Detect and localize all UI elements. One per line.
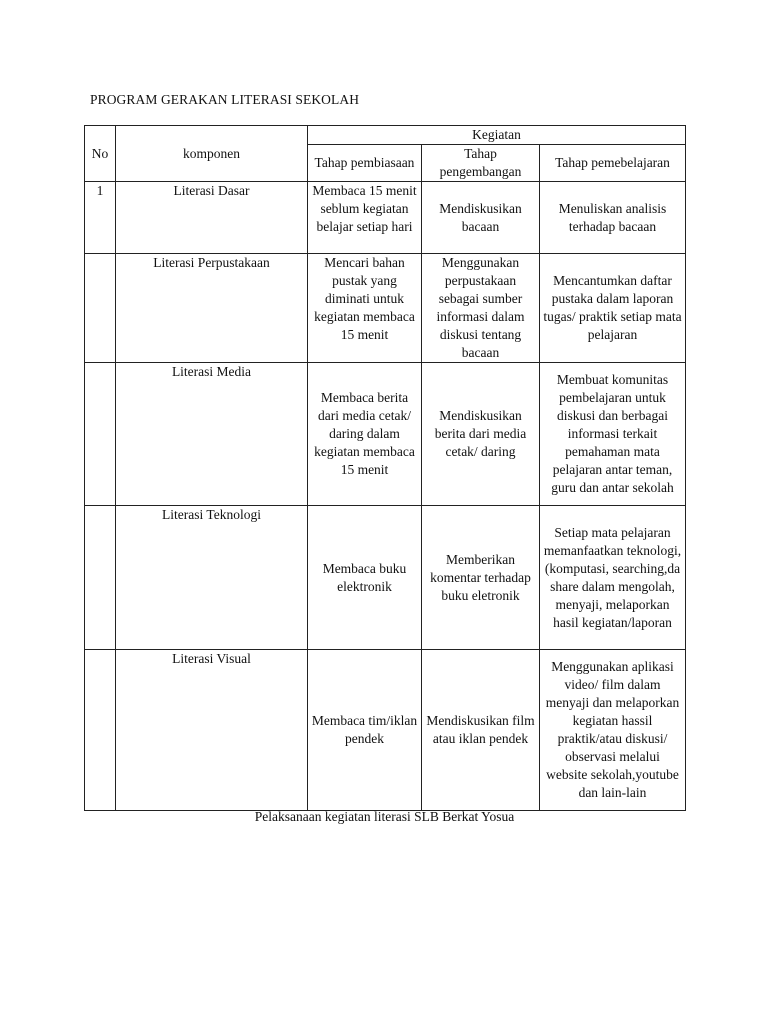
header-tahap-pengembangan: Tahap pengembangan <box>422 145 540 182</box>
pembiasaan-cell: Membaca berita dari media cetak/ daring dalam kegiatan membaca 15 menit <box>308 363 422 506</box>
table-row <box>85 650 686 811</box>
row-number <box>85 254 116 363</box>
pembiasaan-cell: Membaca tim/iklan pendek <box>308 650 422 811</box>
pembelajaran-cell: Menggunakan aplikasi video/ film dalam menyaji dan melaporkan kegiatan hassil praktik/atau diskusi/ observasi melalui website sekolah,youtube dan lain-lain <box>540 650 686 811</box>
pembelajaran-cell: Menuliskan analisis terhadap bacaan <box>540 182 686 254</box>
header-tahap-pembelajaran: Tahap pemebelajaran <box>540 145 686 182</box>
row-number <box>85 506 116 650</box>
table-caption: Pelaksanaan kegiatan literasi SLB Berkat Yosua <box>254 809 515 824</box>
table-row <box>85 506 686 650</box>
pembiasaan-cell: Mencari bahan pustak yang diminati untuk kegiatan membaca 15 menit <box>308 254 422 363</box>
pengembangan-cell: Memberikan komentar terhadap buku eletronik <box>422 506 540 650</box>
table-row <box>85 182 686 254</box>
pembiasaan-cell: Membaca buku elektronik <box>308 506 422 650</box>
header-no: No <box>85 126 116 182</box>
table-row <box>85 363 686 506</box>
pembelajaran-cell: Mencantumkan daftar pustaka dalam laporan tugas/ praktik setiap mata pelajaran <box>540 254 686 363</box>
pembelajaran-cell: Setiap mata pelajaran memanfaatkan teknologi,(komputasi, searching,da share dalam mengolah, menyaji, melaporkan hasil kegiatan/laporan <box>540 506 686 650</box>
row-number <box>85 363 116 506</box>
pembiasaan-cell: Membaca 15 menit seblum kegiatan belajar setiap hari <box>308 182 422 254</box>
pengembangan-cell: Menggunakan perpustakaan sebagai sumber informasi dalam diskusi tentang bacaan <box>422 254 540 363</box>
row-number: 1 <box>85 182 116 254</box>
pengembangan-cell: Mendiskusikan bacaan <box>422 182 540 254</box>
header-tahap-pembiasaan: Tahap pembiasaan <box>308 145 422 182</box>
table-row <box>85 254 686 363</box>
komponen-cell: Literasi Visual <box>116 650 308 811</box>
komponen-cell: Literasi Dasar <box>116 182 308 254</box>
komponen-cell: Literasi Perpustakaan <box>116 254 308 363</box>
header-kegiatan: Kegiatan <box>308 126 686 145</box>
page-title: PROGRAM GERAKAN LITERASI SEKOLAH <box>90 92 360 107</box>
row-number <box>85 650 116 811</box>
header-komponen: komponen <box>116 126 308 182</box>
komponen-cell: Literasi Media <box>116 363 308 506</box>
literasi-program-table <box>84 125 686 811</box>
pembelajaran-cell: Membuat komunitas pembelajaran untuk diskusi dan berbagai informasi terkait pemahaman mata pelajaran antar teman, guru dan antar sekolah <box>540 363 686 506</box>
pengembangan-cell: Mendiskusikan berita dari media cetak/ daring <box>422 363 540 506</box>
pengembangan-cell: Mendiskusikan film atau iklan pendek <box>422 650 540 811</box>
komponen-cell: Literasi Teknologi <box>116 506 308 650</box>
